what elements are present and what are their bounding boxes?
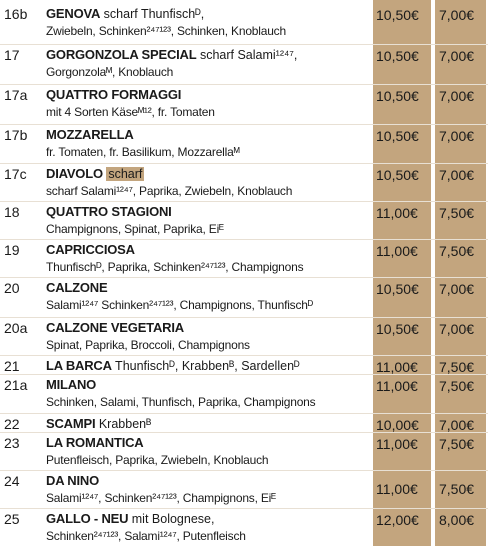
item-ingredients: Putenfleisch, Paprika, Zwiebeln, Knoblauch: [46, 453, 269, 467]
item-number: 16b: [4, 6, 28, 22]
price-small: 10,50€: [376, 321, 419, 337]
item-name: CALZONE: [46, 280, 108, 295]
menu-item: [0, 84, 488, 123]
item-name: DIAVOLO: [46, 166, 103, 181]
item-number: 17a: [4, 87, 28, 103]
menu-item: [0, 277, 488, 316]
item-number: 20a: [4, 320, 28, 336]
price-small: 11,00€: [376, 378, 418, 394]
item-name: GORGONZOLA SPECIAL: [46, 47, 197, 62]
price-small: 10,00€: [376, 417, 419, 433]
item-title-line: [46, 166, 372, 181]
price-small: 11,00€: [376, 243, 418, 259]
item-title-line: [46, 242, 372, 257]
item-name: MOZZARELLA: [46, 127, 134, 142]
price-small: 10,50€: [376, 167, 419, 183]
item-title-line: [46, 6, 372, 21]
item-name: GALLO - NEU: [46, 511, 129, 526]
item-number: 21a: [4, 377, 28, 393]
menu-item: [0, 163, 488, 202]
item-number: 17c: [4, 166, 27, 182]
item-number: 19: [4, 242, 20, 258]
item-name: CAPRICCIOSA: [46, 242, 135, 257]
price-large: 7,50€: [439, 243, 475, 259]
item-number: 24: [4, 473, 20, 489]
item-ingredients: scharf Salami¹²⁴⁷, Paprika, Zwiebeln, Knoblauch: [46, 184, 293, 198]
menu-item: [0, 432, 488, 471]
item-desc: Thunfischᴰ, Krabbenᴮ, Sardellenᴰ: [111, 359, 300, 373]
price-large: 7,50€: [439, 359, 475, 375]
item-desc: mit Bolognese,: [128, 512, 215, 526]
item-desc: scharf Salami¹²⁴⁷,: [196, 48, 298, 62]
price-large: 7,00€: [439, 321, 475, 337]
menu-item: [0, 508, 488, 547]
item-ingredients: mit 4 Sorten Käseᴹ¹², fr. Tomaten: [46, 105, 215, 119]
item-number: 25: [4, 511, 20, 527]
price-large: 7,50€: [439, 378, 475, 394]
item-number: 23: [4, 435, 20, 451]
price-large: 7,50€: [439, 205, 475, 221]
menu-item: [0, 413, 488, 433]
item-title-line: [46, 47, 372, 62]
item-ingredients: Salami¹²⁴⁷ Schinken²⁴⁷¹²³, Champignons, Thunfischᴰ: [46, 298, 313, 312]
item-name: LA ROMANTICA: [46, 435, 144, 450]
item-name: DA NINO: [46, 473, 100, 488]
item-name: QUATTRO FORMAGGI: [46, 87, 182, 102]
item-title-line: [46, 511, 372, 526]
price-large: 7,00€: [439, 7, 475, 23]
item-title-line: [46, 358, 372, 373]
item-desc: Krabbenᴮ: [95, 417, 152, 431]
price-small: 10,50€: [376, 88, 419, 104]
price-large: 7,00€: [439, 281, 475, 297]
item-number: 22: [4, 416, 20, 432]
item-ingredients: Champignons, Spinat, Paprika, Eiᴱ: [46, 222, 224, 236]
menu-item: [0, 4, 488, 42]
price-small: 10,50€: [376, 128, 419, 144]
scharf-badge: scharf: [108, 167, 143, 181]
menu-item: [0, 124, 488, 163]
item-ingredients: Schinken²⁴⁷¹²³, Salami¹²⁴⁷, Putenfleisch: [46, 529, 246, 543]
item-name: SCAMPI: [46, 416, 96, 431]
item-title-line: [46, 127, 372, 142]
item-ingredients: Zwiebeln, Schinken²⁴⁷¹²³, Schinken, Knoblauch: [46, 24, 286, 38]
item-ingredients: fr. Tomaten, fr. Basilikum, Mozzarellaᴹ: [46, 145, 240, 159]
item-title-line: [46, 435, 372, 450]
item-ingredients: Thunfischᴰ, Paprika, Schinken²⁴⁷¹²³, Champignons: [46, 260, 304, 274]
price-large: 7,00€: [439, 417, 475, 433]
item-name: LA BARCA: [46, 358, 112, 373]
item-desc: scharf Thunfischᴰ,: [100, 7, 205, 21]
price-large: 7,00€: [439, 48, 475, 64]
item-number: 20: [4, 280, 20, 296]
item-number: 21: [4, 358, 20, 374]
price-large: 7,50€: [439, 436, 475, 452]
price-small: 10,50€: [376, 7, 419, 23]
menu-item: [0, 317, 488, 356]
price-small: 11,00€: [376, 359, 418, 375]
item-ingredients: Spinat, Paprika, Broccoli, Champignons: [46, 338, 250, 352]
menu-item: [0, 239, 488, 278]
item-number: 18: [4, 204, 20, 220]
price-small: 12,00€: [376, 512, 419, 528]
item-name: GENOVA: [46, 6, 101, 21]
item-title-line: [46, 280, 372, 295]
price-large: 7,00€: [439, 88, 475, 104]
price-small: 11,00€: [376, 436, 418, 452]
price-small: 11,00€: [376, 481, 418, 497]
menu-item: [0, 355, 488, 376]
item-title-line: [46, 473, 372, 488]
price-large: 7,00€: [439, 167, 475, 183]
item-name: MILANO: [46, 377, 97, 392]
item-title-line: [46, 377, 372, 392]
menu-item: [0, 470, 488, 509]
menu-item: [0, 44, 488, 83]
price-small: 10,50€: [376, 281, 419, 297]
item-number: 17b: [4, 127, 28, 143]
price-large: 8,00€: [439, 512, 475, 528]
price-large: 7,00€: [439, 128, 475, 144]
item-name: QUATTRO STAGIONI: [46, 204, 172, 219]
price-small: 11,00€: [376, 205, 418, 221]
item-ingredients: Salami¹²⁴⁷, Schinken²⁴⁷¹²³, Champignons, Eiᴱ: [46, 491, 276, 505]
item-title-line: [46, 204, 372, 219]
price-small: 10,50€: [376, 48, 419, 64]
item-title-line: [46, 87, 372, 102]
price-large: 7,50€: [439, 481, 475, 497]
item-ingredients: Gorgonzolaᴹ, Knoblauch: [46, 65, 174, 79]
item-title-line: [46, 320, 372, 335]
item-number: 17: [4, 47, 20, 63]
menu-item: [0, 201, 488, 240]
item-ingredients: Schinken, Salami, Thunfisch, Paprika, Champignons: [46, 395, 316, 409]
item-title-line: [46, 416, 372, 431]
menu-item: [0, 374, 488, 413]
item-name: CALZONE VEGETARIA: [46, 320, 184, 335]
